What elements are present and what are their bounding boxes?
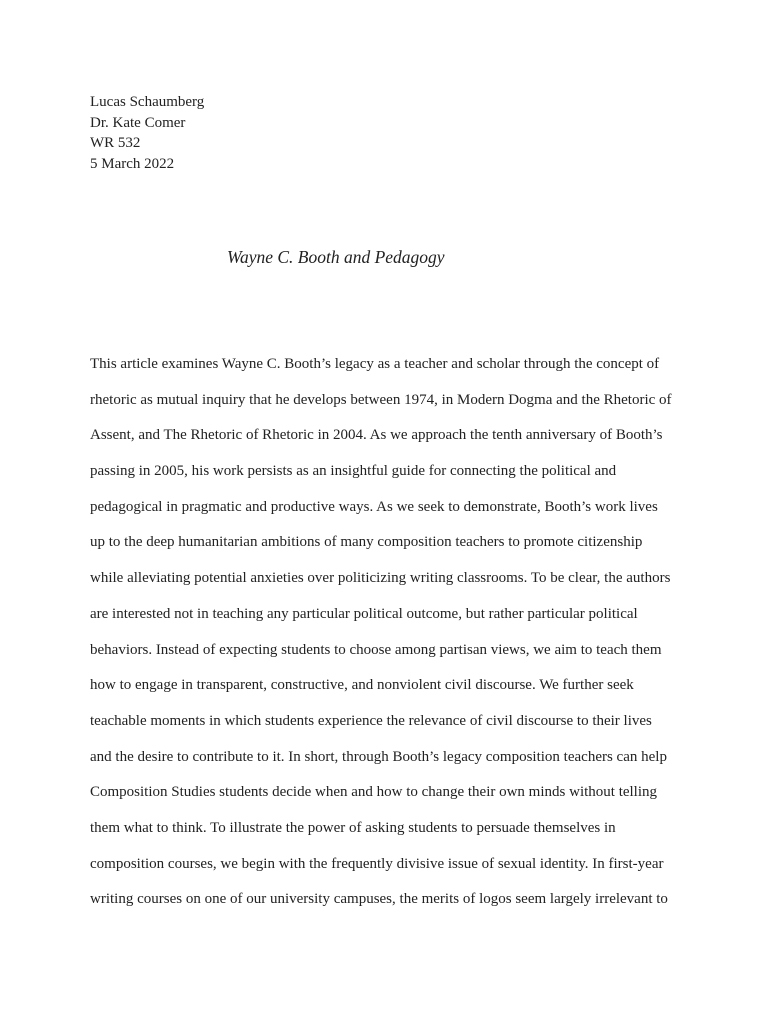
body-line: writing courses on one of our university campuses, the merits of logos seem largely irrelevant to [90, 891, 668, 908]
body-line: and the desire to contribute to it. In short, through Booth’s legacy composition teachers can help [90, 748, 667, 765]
body-line: rhetoric as mutual inquiry that he develops between 1974, in Modern Dogma and the Rhetoric of [90, 391, 672, 408]
body-line: teachable moments in which students experience the relevance of civil discourse to their lives [90, 712, 652, 729]
body-line: behaviors. Instead of expecting students to choose among partisan views, we aim to teach them [90, 641, 662, 658]
body-line: how to engage in transparent, constructive, and nonviolent civil discourse. We further seek [90, 677, 634, 694]
body-line: This article examines Wayne C. Booth’s legacy as a teacher and scholar through the concept of [90, 356, 660, 372]
instructor-name: Dr. Kate Comer [90, 114, 186, 131]
body-paragraph [90, 354, 690, 925]
body-line: them what to think. To illustrate the power of asking students to persuade themselves in [90, 819, 616, 836]
body-line: up to the deep humanitarian ambitions of many composition teachers to promote citizenship [90, 534, 643, 551]
body-line: Assent, and The Rhetoric of Rhetoric in 2004. As we approach the tenth anniversary of Booth’s [90, 427, 663, 444]
author-name: Lucas Schaumberg [90, 94, 205, 110]
body-line: are interested not in teaching any particular political outcome, but rather particular political [90, 605, 638, 622]
body-line: Composition Studies students decide when and how to change their own minds without telling [90, 784, 658, 801]
course-code: WR 532 [90, 135, 141, 151]
document-date: 5 March 2022 [90, 155, 175, 172]
document-header [90, 92, 204, 174]
document-title: Wayne C. Booth and Pedagogy [227, 247, 445, 267]
body-line: while alleviating potential anxieties over politicizing writing classrooms. To be clear, the authors [90, 570, 671, 587]
body-line: passing in 2005, his work persists as an insightful guide for connecting the political and [90, 463, 617, 480]
body-line: pedagogical in pragmatic and productive ways. As we seek to demonstrate, Booth’s work lives [90, 498, 658, 515]
body-line: composition courses, we begin with the frequently divisive issue of sexual identity. In first-year [90, 855, 664, 872]
